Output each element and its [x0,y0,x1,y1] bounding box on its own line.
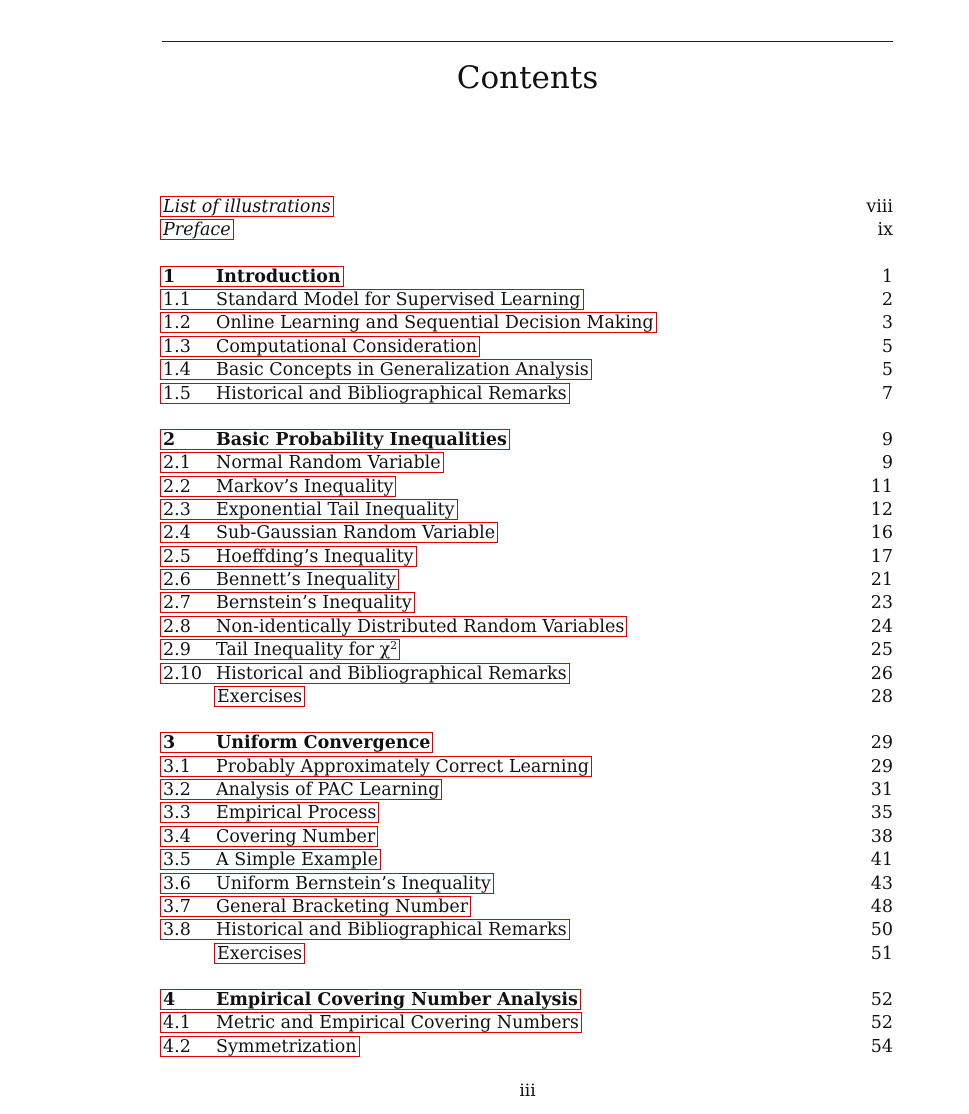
toc-link[interactable] [160,289,584,310]
toc-link[interactable] [160,756,592,777]
toc-entry-number: 2.7 [163,593,191,614]
toc-entry [160,779,893,802]
toc-link[interactable] [160,663,570,684]
toc-entry-number: 2.9 [163,640,191,661]
toc-page-number: 1 [881,266,893,287]
toc-chapter-entry [160,989,893,1012]
toc-entry-title: Exercises [217,687,303,708]
toc-entry-number: 1 [163,266,176,287]
toc-entry-title: Metric and Empirical Covering Numbers [216,1013,579,1034]
toc-page-number: 12 [870,499,893,520]
toc-entry [160,756,893,779]
toc-entry-title: Online Learning and Sequential Decision Making [216,313,654,334]
toc-page-number: ix [877,220,893,241]
toc-entry [160,943,893,966]
toc-page-number: 16 [870,523,893,544]
toc-link[interactable] [160,219,234,240]
table-of-contents [160,196,893,1059]
toc-page-number: 2 [881,289,893,310]
toc-entry-title: Historical and Bibliographical Remarks [216,383,567,404]
toc-link[interactable] [160,1036,360,1057]
toc-entry-title: Markov’s Inequality [216,476,394,497]
toc-link[interactable] [160,873,494,894]
toc-entry [160,289,893,312]
toc-entry-number: 2.8 [163,616,191,637]
toc-entry-number: 2.3 [163,499,191,520]
toc-entry-number: 1.4 [163,360,191,381]
toc-link[interactable] [160,569,399,590]
toc-entry-number: 3.6 [163,873,191,894]
toc-entry [160,849,893,872]
toc-entry-number: 2.10 [163,663,202,684]
toc-link[interactable] [160,779,442,800]
toc-link[interactable] [160,359,592,380]
toc-page-number: 26 [870,663,893,684]
toc-page-number: 23 [870,593,893,614]
toc-entry [160,592,893,615]
toc-entry-title: Computational Consideration [216,336,478,357]
toc-chapter-entry [160,429,893,452]
toc-link[interactable] [160,802,379,823]
toc-entry [160,873,893,896]
toc-entry-title: Sub-Gaussian Random Variable [216,523,496,544]
toc-link[interactable] [160,849,381,870]
toc-entry-title: Tail Inequality for χ [216,640,391,661]
toc-link[interactable] [160,336,480,357]
toc-link[interactable] [160,1012,582,1033]
toc-entry-title: Exercises [217,943,303,964]
toc-entry-title: Standard Model for Supervised Learning [216,289,581,310]
toc-entry-title: Historical and Bibliographical Remarks [216,663,567,684]
toc-entry-title: Empirical Process [216,803,377,824]
toc-page-number: 7 [881,383,893,404]
toc-link[interactable] [214,686,305,707]
toc-entry-number: 1.2 [163,313,191,334]
toc-page-number: 43 [870,873,893,894]
toc-entry-number: 2.2 [163,476,191,497]
toc-entry [160,312,893,335]
toc-link[interactable] [160,383,570,404]
toc-entry-number: 2.6 [163,570,191,591]
toc-entry-title: Non-identically Distributed Random Variables [216,616,625,637]
toc-entry-number: 3.7 [163,896,191,917]
toc-entry-number: 3.1 [163,756,191,777]
toc-entry [160,1036,893,1059]
toc-entry-number: 4.2 [163,1036,191,1057]
toc-entry-title: Normal Random Variable [216,453,441,474]
toc-link[interactable] [160,499,458,520]
toc-entry [160,219,893,242]
toc-link[interactable] [160,312,657,333]
toc-chapter-entry [160,732,893,755]
toc-page-number: 29 [870,733,893,754]
toc-page-number: 9 [881,453,893,474]
toc-entry-title: Covering Number [216,826,376,847]
toc-link[interactable] [160,919,570,940]
toc-page-number: 24 [870,616,893,637]
toc-page-number: 31 [870,779,893,800]
toc-link[interactable] [160,546,417,567]
toc-entry-title: Exponential Tail Inequality [216,499,455,520]
toc-entry [160,1012,893,1035]
toc-link[interactable] [214,943,305,964]
toc-entry [160,336,893,359]
toc-link[interactable] [160,522,498,543]
toc-entry-title: Historical and Bibliographical Remarks [216,920,567,941]
toc-entry-title: Uniform Bernstein’s Inequality [216,873,491,894]
toc-page-number: 38 [870,826,893,847]
toc-page-number: 17 [870,546,893,567]
toc-entry-number: 3.2 [163,779,191,800]
toc-entry-title: Basic Concepts in Generalization Analysis [216,360,589,381]
toc-entry [160,359,893,382]
toc-entry-title: List of illustrations [163,197,331,217]
toc-page-number: 52 [870,1013,893,1034]
toc-entry-title: Hoeffding’s Inequality [216,546,414,567]
toc-page-number: 21 [870,570,893,591]
toc-entry [160,639,893,662]
toc-chapter-entry [160,266,893,289]
toc-entry-number: 1.1 [163,289,191,310]
toc-entry [160,663,893,686]
toc-entry [160,476,893,499]
toc-entry-number: 2.5 [163,546,191,567]
toc-page-number: 5 [881,360,893,381]
toc-entry [160,616,893,639]
toc-entry-title: Bennett’s Inequality [216,570,396,591]
toc-entry [160,686,893,709]
toc-page-number: 51 [870,943,893,964]
toc-page-number: 35 [870,803,893,824]
toc-page-number: 54 [870,1036,893,1057]
toc-link[interactable] [160,592,415,613]
toc-page-number: 9 [881,429,893,450]
toc-entry-number: 3.4 [163,826,191,847]
top-rule [162,41,893,42]
toc-entry-number: 2 [163,429,176,450]
toc-entry-number: 3.8 [163,920,191,941]
toc-link[interactable] [160,476,396,497]
toc-entry [160,569,893,592]
toc-entry-title: Basic Probability Inequalities [216,429,507,450]
toc-entry-title: Probably Approximately Correct Learning [216,756,589,777]
toc-entry-title: A Simple Example [216,850,378,871]
toc-entry-title: Analysis of PAC Learning [216,779,440,800]
toc-entry-number: 3.5 [163,850,191,871]
toc-entry [160,546,893,569]
toc-link[interactable] [160,989,581,1010]
toc-entry-title: Empirical Covering Number Analysis [216,989,578,1010]
toc-link[interactable] [160,896,471,917]
toc-link[interactable] [160,616,627,637]
toc-link[interactable] [160,196,334,217]
toc-entry [160,499,893,522]
toc-entry [160,452,893,475]
page-title: Contents [456,60,599,96]
toc-entry [160,919,893,942]
toc-page-number: 48 [870,896,893,917]
toc-entry-title: Symmetrization [216,1036,357,1057]
toc-page-number: 28 [870,687,893,708]
toc-entry-superscript: 2 [390,639,398,653]
page-number: iii [519,1081,536,1101]
toc-link[interactable] [160,452,444,473]
toc-entry-number: 3 [163,733,176,754]
toc-link[interactable] [160,429,510,450]
toc-page-number: 50 [870,920,893,941]
toc-link[interactable] [160,639,400,660]
toc-page-number: 11 [870,476,893,497]
toc-entry-number: 4.1 [163,1013,191,1034]
toc-entry [160,896,893,919]
toc-entry [160,522,893,545]
toc-entry [160,196,893,219]
toc-entry-title: Bernstein’s Inequality [216,593,412,614]
toc-page-number: viii [866,197,893,217]
toc-page-number: 3 [881,313,893,334]
toc-page-number: 29 [870,756,893,777]
toc-entry-number: 4 [163,989,176,1010]
toc-entry-number: 3.3 [163,803,191,824]
toc-entry [160,826,893,849]
toc-link[interactable] [160,732,433,753]
toc-entry [160,802,893,825]
toc-page-number: 41 [870,850,893,871]
toc-entry-number: 1.5 [163,383,191,404]
toc-entry-title: Preface [163,220,231,241]
toc-entry-number: 2.4 [163,523,191,544]
toc-page-number: 5 [881,336,893,357]
toc-link[interactable] [160,266,344,287]
toc-link[interactable] [160,826,378,847]
toc-entry-number: 2.1 [163,453,191,474]
toc-entry-title: Uniform Convergence [216,733,431,754]
toc-entry [160,383,893,406]
toc-entry-title: Introduction [216,266,341,287]
toc-page-number: 52 [870,989,893,1010]
toc-page-number: 25 [870,640,893,661]
toc-entry-title: General Bracketing Number [216,896,469,917]
toc-entry-number: 1.3 [163,336,191,357]
